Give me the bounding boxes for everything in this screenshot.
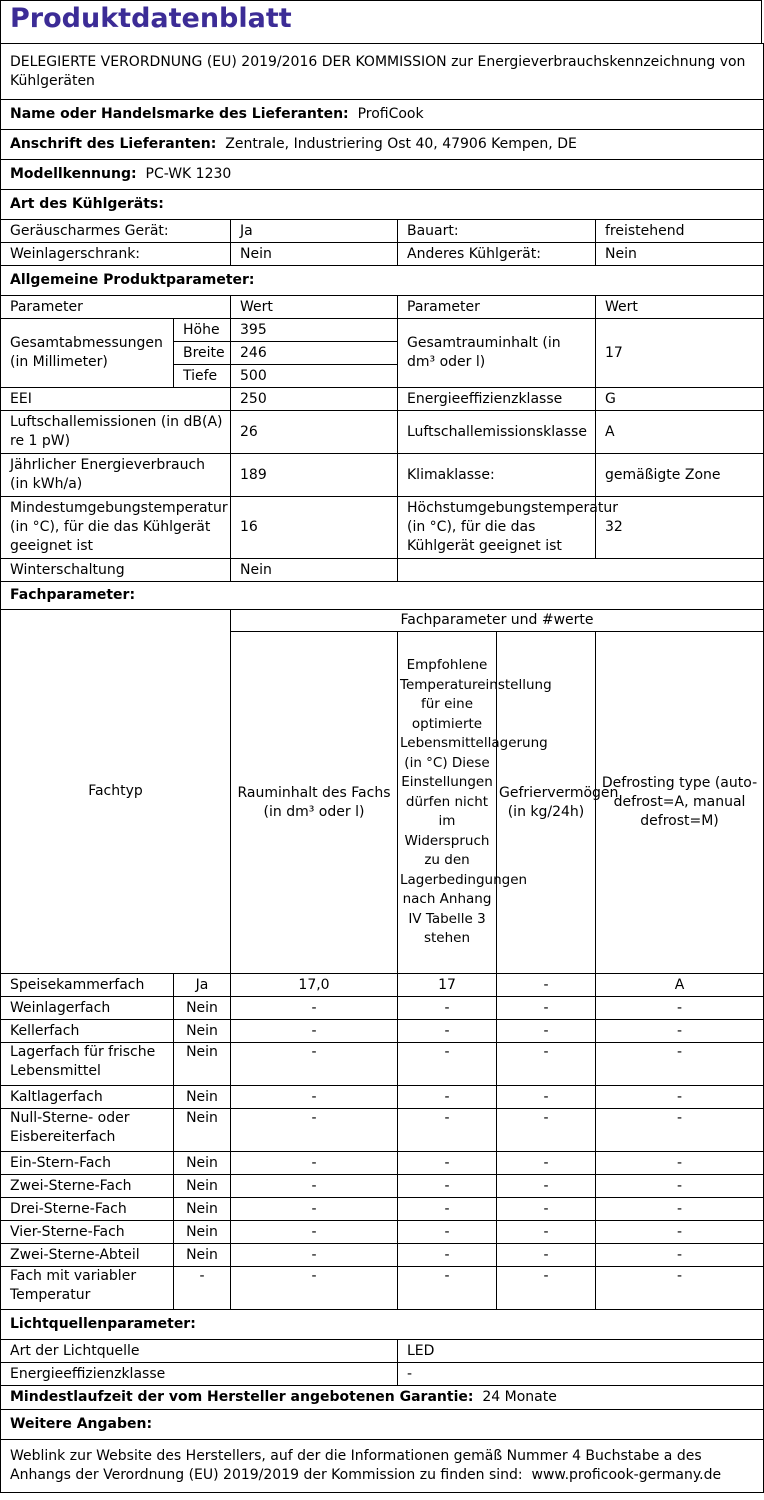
winter-value: Nein (231, 559, 398, 582)
compartment-type: Drei-Sterne-Fach (1, 1198, 174, 1221)
address-row (1, 130, 764, 160)
volume-value: 17 (596, 319, 764, 388)
device-type-heading: Art des Kühlgeräts: (1, 190, 764, 220)
further-row (1, 1440, 764, 1493)
compartment-type: Zwei-Sterne-Abteil (1, 1244, 174, 1267)
compartment-volume: - (231, 1221, 398, 1244)
compartment-volume: - (231, 1175, 398, 1198)
general-header-row (1, 296, 764, 319)
width-value: 246 (231, 342, 398, 365)
warranty-row (1, 1386, 764, 1410)
compartment-temp: - (398, 1175, 497, 1198)
col-param-2: Parameter (398, 296, 596, 319)
compartment-volume: - (231, 1152, 398, 1175)
compartment-freeze: - (497, 1244, 596, 1267)
compartment-freeze: - (497, 1198, 596, 1221)
compartment-present: - (174, 1267, 231, 1310)
min-temp-value: 16 (231, 497, 398, 559)
compartment-freeze: - (497, 1043, 596, 1086)
compartment-type: Zwei-Sterne-Fach (1, 1175, 174, 1198)
compartment-row (1, 1152, 764, 1175)
compartment-freeze: - (497, 1267, 596, 1310)
model-value: PC-WK 1230 (145, 166, 232, 182)
compartment-present: Nein (174, 997, 231, 1020)
further-text: Weblink zur Website des Herstellers, auf der die Informationen gemäß Nummer 4 Buchstabe a des Anhangs der Verordnung (EU) 2019/2019 der Kommission zu finden sind: (10, 1448, 702, 1483)
compartment-present: Nein (174, 1043, 231, 1086)
compartment-row (1, 1109, 764, 1152)
light-class-row (1, 1363, 764, 1386)
other-label: Anderes Kühlgerät: (398, 243, 596, 266)
col-param-1: Parameter (1, 296, 231, 319)
compartment-temp: - (398, 1267, 497, 1310)
noise-class-value: A (596, 411, 764, 454)
compartment-temp: - (398, 1244, 497, 1267)
dims-label: Gesamtabmessungen (in Millimeter) (1, 319, 174, 388)
compartments-heading-row (1, 582, 764, 610)
compartment-temp: - (398, 1109, 497, 1152)
temp-range-row (1, 497, 764, 559)
compartment-volume: - (231, 997, 398, 1020)
depth-value: 500 (231, 365, 398, 388)
device-type-heading-row (1, 190, 764, 220)
compartment-volume: - (231, 1267, 398, 1310)
compartment-type: Lagerfach für frische Lebensmittel (1, 1043, 174, 1086)
height-label: Höhe (174, 319, 231, 342)
model-row (1, 160, 764, 190)
warranty-label: Mindestlaufzeit der vom Hersteller angebotenen Garantie: (10, 1389, 474, 1405)
defrost-header: Defrosting type (auto-defrost=A, manual defrost=M) (596, 632, 764, 974)
compartment-temp: - (398, 1198, 497, 1221)
compartment-defrost: - (596, 1198, 764, 1221)
compartment-row (1, 1086, 764, 1109)
design-label: Bauart: (398, 220, 596, 243)
compartment-row (1, 1244, 764, 1267)
compartment-present: Nein (174, 1244, 231, 1267)
compartment-volume: - (231, 1086, 398, 1109)
light-class-value: - (398, 1363, 764, 1386)
compartment-freeze: - (497, 1152, 596, 1175)
eclass-value: G (596, 388, 764, 411)
eei-label: EEI (1, 388, 231, 411)
wine-value: Nein (231, 243, 398, 266)
max-temp-label: Höchstumgebungstemperatur (in °C), für die das Kühlgerät geeignet ist (398, 497, 596, 559)
compartment-volume: - (231, 1020, 398, 1043)
compartment-row (1, 997, 764, 1020)
compartment-present: Nein (174, 1221, 231, 1244)
compartment-freeze: - (497, 1175, 596, 1198)
compartment-defrost: - (596, 1267, 764, 1310)
compartment-temp: - (398, 1152, 497, 1175)
compartment-volume: - (231, 1198, 398, 1221)
compartment-row (1, 1198, 764, 1221)
compartment-type: Kaltlagerfach (1, 1086, 174, 1109)
light-class-label: Energieeffizienzklasse (1, 1363, 398, 1386)
compartment-rows (1, 974, 764, 1310)
noise-row (1, 411, 764, 454)
compartment-present: Nein (174, 1175, 231, 1198)
compartment-volume: 17,0 (231, 974, 398, 997)
compartment-type: Vier-Sterne-Fach (1, 1221, 174, 1244)
compartments-heading: Fachparameter: (1, 582, 764, 610)
compartment-defrost: - (596, 1086, 764, 1109)
compartment-type: Speisekammerfach (1, 974, 174, 997)
compartments-group-row (1, 610, 764, 632)
further-heading: Weitere Angaben: (1, 1410, 764, 1440)
light-type-row (1, 1340, 764, 1363)
compartment-defrost: - (596, 997, 764, 1020)
compartment-temp: - (398, 997, 497, 1020)
noise-label: Luftschallemissionen (in dB(A) re 1 pW) (1, 411, 231, 454)
compartment-volume: - (231, 1043, 398, 1086)
depth-label: Tiefe (174, 365, 231, 388)
compartment-freeze: - (497, 974, 596, 997)
warranty-value: 24 Monate (482, 1389, 557, 1405)
noise-value: 26 (231, 411, 398, 454)
winter-row (1, 559, 764, 582)
title-box (0, 0, 762, 44)
lighting-heading-row (1, 1310, 764, 1340)
compartment-present: Nein (174, 1020, 231, 1043)
address-label: Anschrift des Lieferanten: (10, 136, 217, 152)
winter-label: Winterschaltung (1, 559, 231, 582)
compartment-type: Null-Sterne- oder Eisbereiterfach (1, 1109, 174, 1152)
eclass-label: Energieeffizienzklasse (398, 388, 596, 411)
general-heading: Allgemeine Produktparameter: (1, 266, 764, 296)
energy-row (1, 454, 764, 497)
volume-label: Gesamtrauminhalt (in dm³ oder l) (398, 319, 596, 388)
compartment-row (1, 1221, 764, 1244)
freeze-header: Gefriervermögen (in kg/24h) (497, 632, 596, 974)
compartment-defrost: A (596, 974, 764, 997)
low-noise-value: Ja (231, 220, 398, 243)
light-type-value: LED (398, 1340, 764, 1363)
width-label: Breite (174, 342, 231, 365)
compartment-defrost: - (596, 1043, 764, 1086)
climate-label: Klimaklasse: (398, 454, 596, 497)
compartment-row (1, 1020, 764, 1043)
compartment-type: Kellerfach (1, 1020, 174, 1043)
compartment-type: Ein-Stern-Fach (1, 1152, 174, 1175)
address-value: Zentrale, Industriering Ost 40, 47906 Kempen, DE (225, 136, 577, 152)
compartment-volume: - (231, 1244, 398, 1267)
wine-label: Weinlagerschrank: (1, 243, 231, 266)
supplier-value: ProfiCook (357, 106, 424, 122)
compartment-defrost: - (596, 1020, 764, 1043)
further-heading-row (1, 1410, 764, 1440)
device-type-row-1 (1, 220, 764, 243)
compartment-defrost: - (596, 1244, 764, 1267)
max-temp-value: 32 (596, 497, 764, 559)
compartment-type: Weinlagerfach (1, 997, 174, 1020)
supplier-label: Name oder Handelsmarke des Lieferanten: (10, 106, 349, 122)
compartment-defrost: - (596, 1152, 764, 1175)
compartment-present: Nein (174, 1109, 231, 1152)
compartment-present: Nein (174, 1086, 231, 1109)
eei-row (1, 388, 764, 411)
compartment-row (1, 1267, 764, 1310)
min-temp-label: Mindestumgebungstemperatur (in °C), für die das Kühlgerät geeignet ist (1, 497, 231, 559)
compartment-row (1, 1043, 764, 1086)
model-label: Modellkennung: (10, 166, 137, 182)
compartment-defrost: - (596, 1109, 764, 1152)
dims-row-height (1, 319, 764, 342)
lighting-heading: Lichtquellenparameter: (1, 1310, 764, 1340)
compartment-present: Nein (174, 1198, 231, 1221)
volume-header: Rauminhalt des Fachs (in dm³ oder l) (231, 632, 398, 974)
supplier-row (1, 100, 764, 130)
compartment-present: Nein (174, 1152, 231, 1175)
data-table (0, 43, 764, 1493)
climate-value: gemäßigte Zone (596, 454, 764, 497)
manufacturer-url[interactable]: www.proficook-germany.de (531, 1467, 722, 1483)
compartment-temp: - (398, 1043, 497, 1086)
compartment-type: Fach mit variabler Temperatur (1, 1267, 174, 1310)
group-header: Fachparameter und #werte (231, 610, 764, 632)
fachtyp-header: Fachtyp (1, 610, 231, 974)
temp-header: Empfohlene Temperatureinstellung für eine optimierte Lebensmittellagerung (in °C) Diese Einstellungen dürfen nicht im Widerspruch zu den Lagerbedingungen nach Anhang IV Tabelle 3 stehen (398, 632, 497, 974)
height-value: 395 (231, 319, 398, 342)
compartment-temp: - (398, 1086, 497, 1109)
compartment-row (1, 1175, 764, 1198)
energy-label: Jährlicher Energieverbrauch (in kWh/a) (1, 454, 231, 497)
col-value-1: Wert (231, 296, 398, 319)
regulation-row (1, 44, 764, 100)
compartment-freeze: - (497, 1221, 596, 1244)
energy-value: 189 (231, 454, 398, 497)
compartment-volume: - (231, 1109, 398, 1152)
design-value: freistehend (596, 220, 764, 243)
regulation-text: DELEGIERTE VERORDNUNG (EU) 2019/2016 DER KOMMISSION zur Energieverbrauchskennzeichnung von Kühlgeräten (1, 44, 764, 100)
device-type-row-2 (1, 243, 764, 266)
eei-value: 250 (231, 388, 398, 411)
col-value-2: Wert (596, 296, 764, 319)
compartment-freeze: - (497, 997, 596, 1020)
general-heading-row (1, 266, 764, 296)
low-noise-label: Geräuscharmes Gerät: (1, 220, 231, 243)
light-type-label: Art der Lichtquelle (1, 1340, 398, 1363)
compartment-freeze: - (497, 1109, 596, 1152)
compartment-freeze: - (497, 1020, 596, 1043)
compartment-row (1, 974, 764, 997)
compartment-temp: 17 (398, 974, 497, 997)
page-title: Produktdatenblatt (10, 3, 292, 34)
compartment-temp: - (398, 1221, 497, 1244)
compartment-temp: - (398, 1020, 497, 1043)
other-value: Nein (596, 243, 764, 266)
compartment-defrost: - (596, 1221, 764, 1244)
compartment-present: Ja (174, 974, 231, 997)
compartment-freeze: - (497, 1086, 596, 1109)
compartment-defrost: - (596, 1175, 764, 1198)
noise-class-label: Luftschallemissionsklasse (398, 411, 596, 454)
